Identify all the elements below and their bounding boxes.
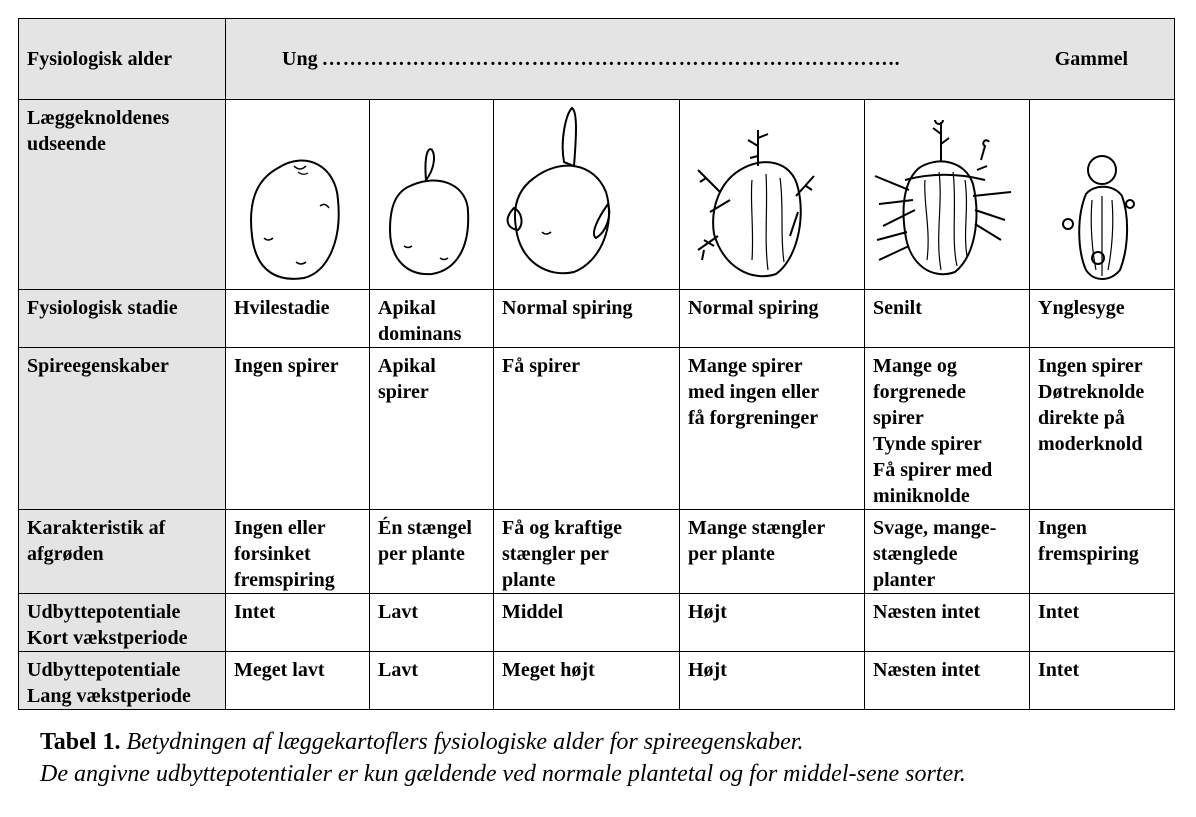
cell-stadie-5: Senilt xyxy=(865,290,1030,348)
age-scale-dots: ……………………………………………………………………….. xyxy=(321,48,901,70)
cell-spire-1: Ingen spirer xyxy=(226,348,370,510)
table-row-kort xyxy=(19,594,1175,652)
table-row-lang xyxy=(19,652,1175,710)
multi-sprout-tuber-icon xyxy=(680,100,865,290)
row-label-spire: Spireegenskaber xyxy=(19,348,226,510)
caption-text-1: Betydningen af læggekartoflers fysiologiske alder for spireegenskaber. xyxy=(126,729,804,755)
cell-stadie-2: Apikal dominans xyxy=(370,290,494,348)
normal-sprout-tuber-icon xyxy=(494,100,680,290)
senile-tuber-icon xyxy=(865,100,1030,290)
cell-kort-5: Næsten intet xyxy=(865,594,1030,652)
cell-kort-1: Intet xyxy=(226,594,370,652)
cell-spire-2: Apikal spirer xyxy=(370,348,494,510)
cell-kort-3: Middel xyxy=(494,594,680,652)
row-label-age: Fysiologisk alder xyxy=(19,19,226,100)
cell-karak-3: Få og kraftige stængler per plante xyxy=(494,510,680,594)
age-young-label: Ung xyxy=(282,48,318,70)
cell-lang-1: Meget lavt xyxy=(226,652,370,710)
dormant-tuber-icon xyxy=(226,100,370,290)
cell-karak-4: Mange stængler per plante xyxy=(680,510,865,594)
cell-stadie-4: Normal spiring xyxy=(680,290,865,348)
cell-spire-6: Ingen spirer Døtreknolde direkte på moderknold xyxy=(1030,348,1175,510)
table-row-karak xyxy=(19,510,1175,594)
cell-kort-6: Intet xyxy=(1030,594,1175,652)
cell-lang-4: Højt xyxy=(680,652,865,710)
age-scale xyxy=(226,19,1175,100)
cell-lang-3: Meget højt xyxy=(494,652,680,710)
cell-kort-4: Højt xyxy=(680,594,865,652)
table-caption xyxy=(40,726,966,790)
physiological-age-table xyxy=(18,18,1175,710)
age-old-label: Gammel xyxy=(1054,48,1129,70)
row-label-images: Læggeknoldenes udseende xyxy=(19,100,226,290)
cell-lang-2: Lavt xyxy=(370,652,494,710)
cell-lang-6: Intet xyxy=(1030,652,1175,710)
cell-karak-1: Ingen eller forsinket fremspiring xyxy=(226,510,370,594)
little-potato-tuber-icon xyxy=(1030,100,1175,290)
cell-kort-2: Lavt xyxy=(370,594,494,652)
table-row-stadie xyxy=(19,290,1175,348)
table-row-spire xyxy=(19,348,1175,510)
row-label-lang: Udbyttepotentiale Lang vækstperiode xyxy=(19,652,226,710)
cell-karak-2: Én stængel per plante xyxy=(370,510,494,594)
cell-spire-5: Mange og forgrenede spirer Tynde spirer Få spirer med miniknolde xyxy=(865,348,1030,510)
cell-stadie-6: Ynglesyge xyxy=(1030,290,1175,348)
caption-label: Tabel 1. xyxy=(40,729,121,755)
caption-text-2: De angivne udbyttepotentialer er kun gældende ved normale plantetal og for middel-sene sorter. xyxy=(40,761,966,787)
cell-stadie-1: Hvilestadie xyxy=(226,290,370,348)
row-label-stadie: Fysiologisk stadie xyxy=(19,290,226,348)
cell-karak-6: Ingen fremspiring xyxy=(1030,510,1175,594)
row-label-kort: Udbyttepotentiale Kort vækstperiode xyxy=(19,594,226,652)
cell-lang-5: Næsten intet xyxy=(865,652,1030,710)
cell-spire-3: Få spirer xyxy=(494,348,680,510)
cell-stadie-3: Normal spiring xyxy=(494,290,680,348)
row-label-karak: Karakteristik af afgrøden xyxy=(19,510,226,594)
cell-spire-4: Mange spirer med ingen eller få forgreninger xyxy=(680,348,865,510)
table-row-age xyxy=(19,19,1175,100)
table-row-images xyxy=(19,100,1175,290)
caption-line-1 xyxy=(40,726,966,758)
cell-karak-5: Svage, mange- stænglede planter xyxy=(865,510,1030,594)
apical-sprout-tuber-icon xyxy=(370,100,494,290)
